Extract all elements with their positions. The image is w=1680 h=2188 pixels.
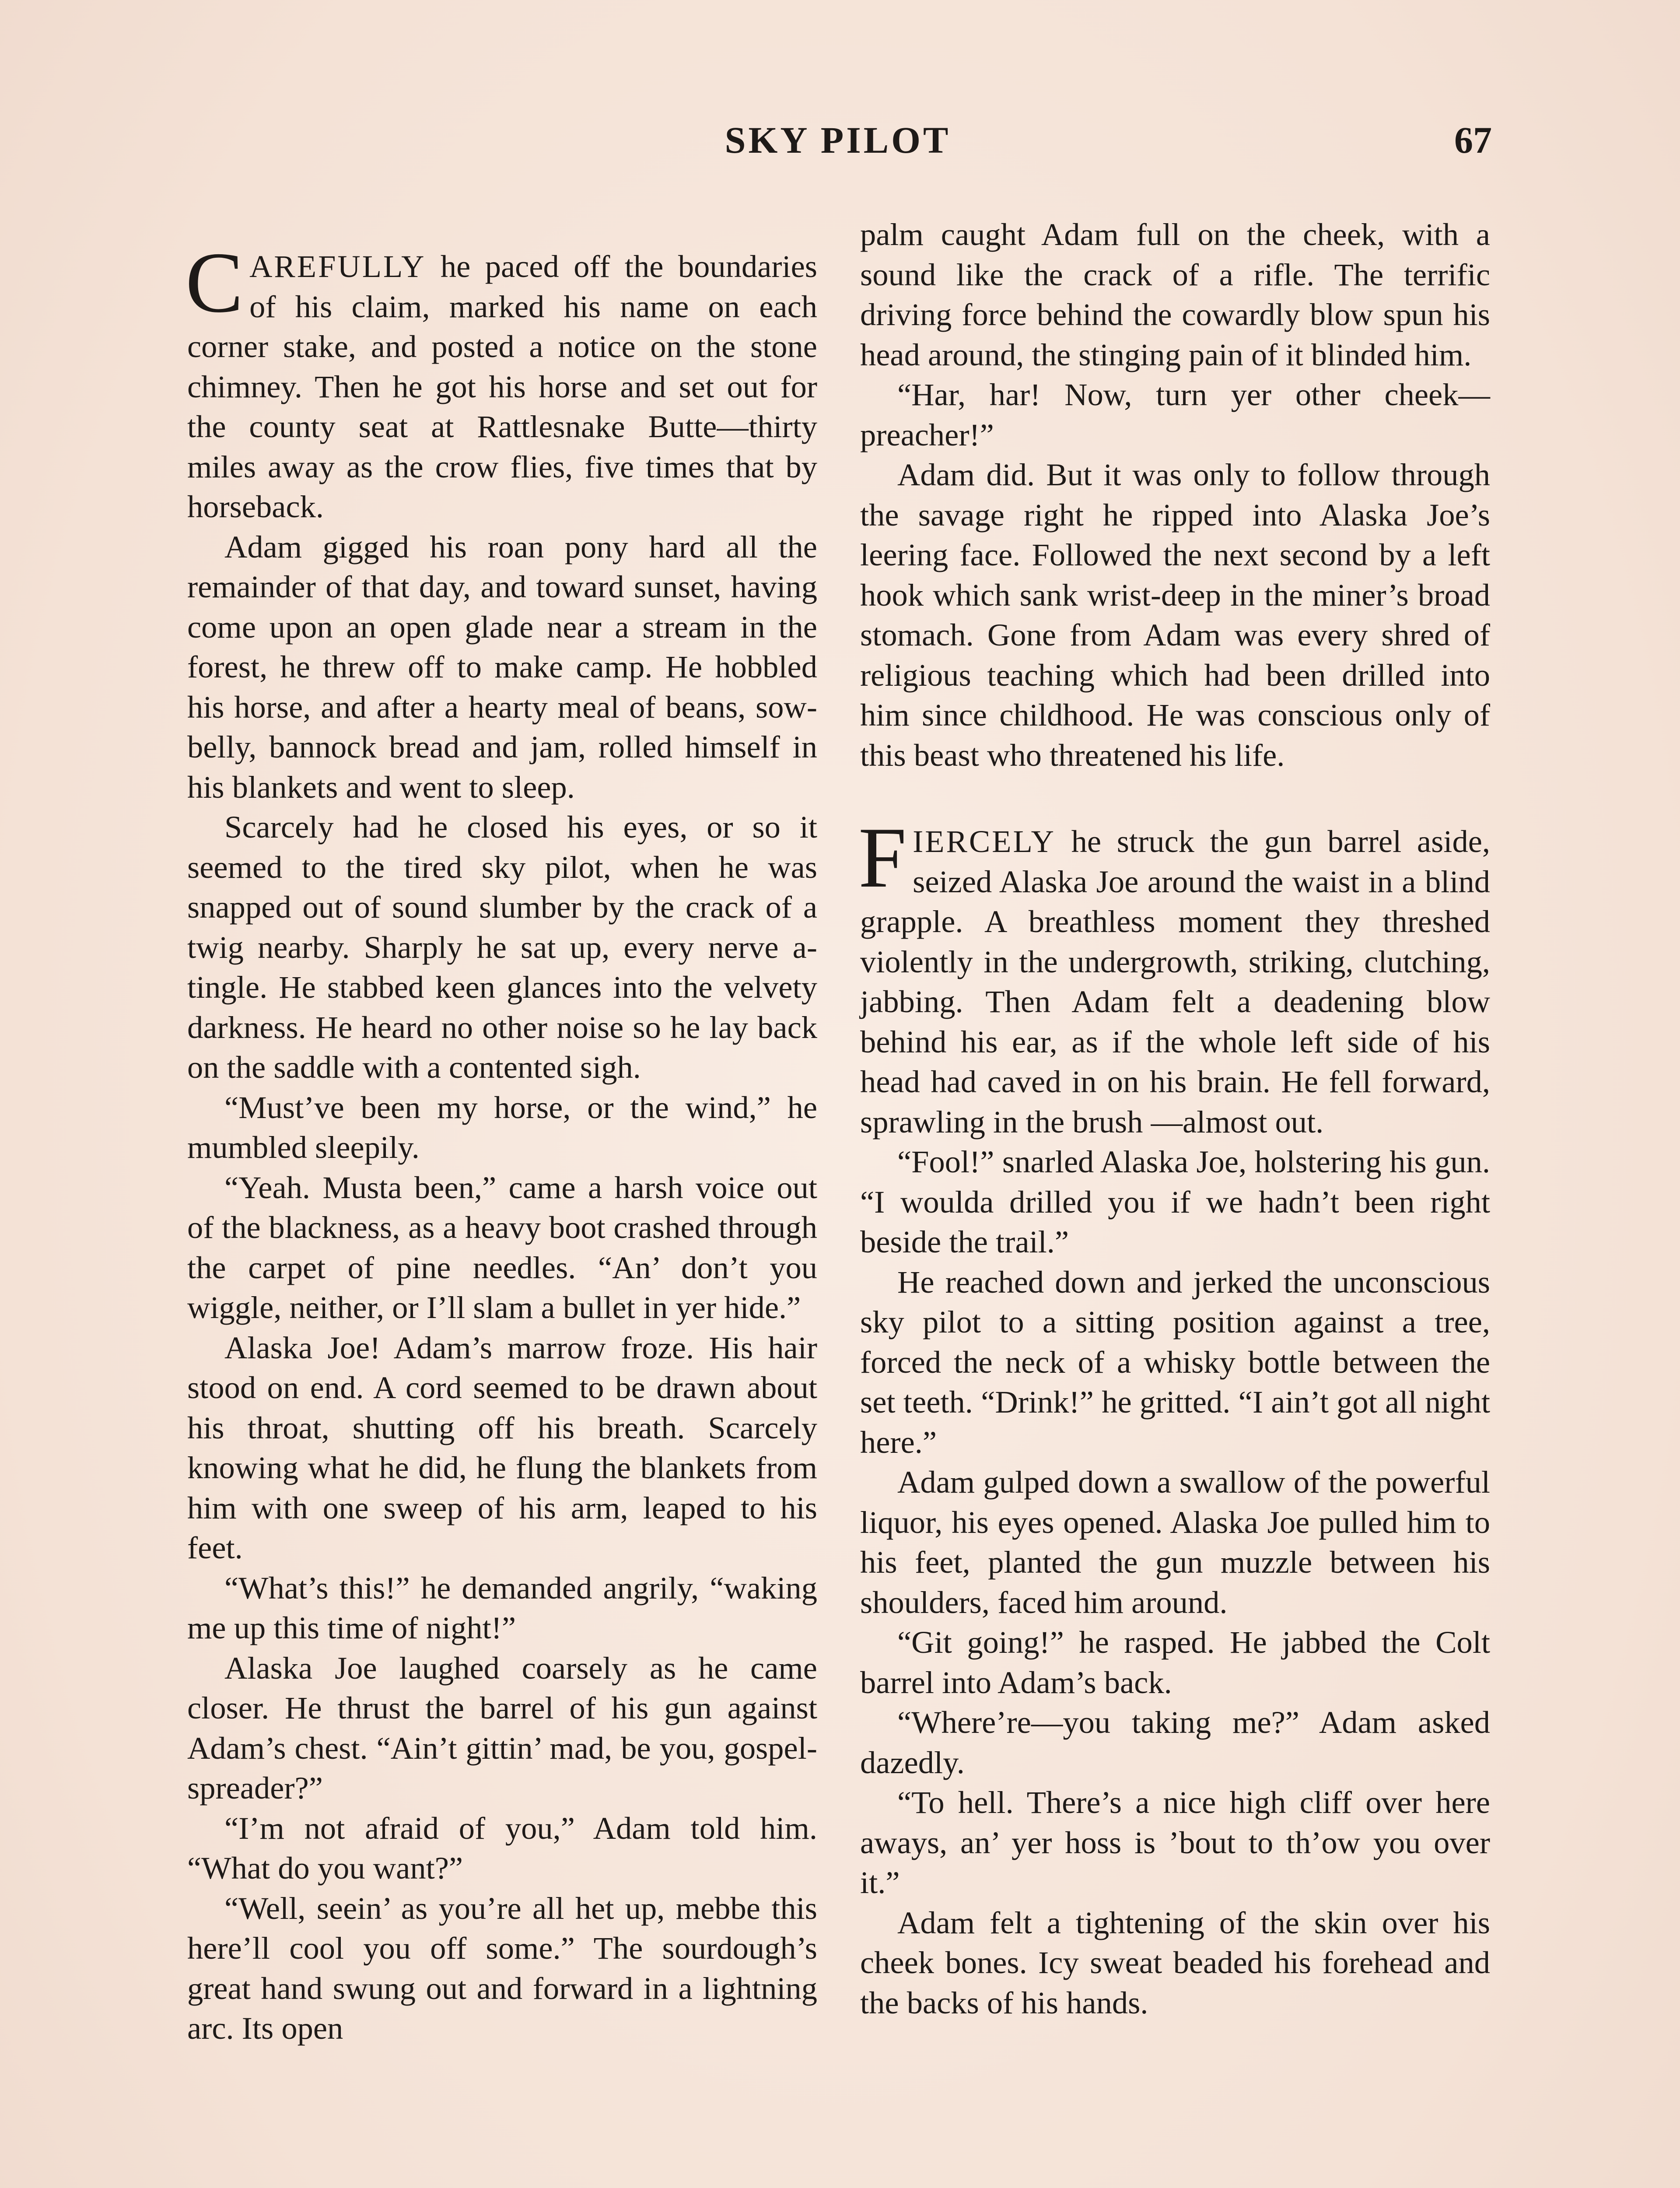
drop-cap: F bbox=[858, 810, 907, 905]
paragraph: Adam felt a tightening of the skin over his cheek bones. Icy sweat beaded his forehead and the backs of his hands. bbox=[860, 1904, 1490, 2020]
paragraph: “To hell. There’s a nice high cliff over here aways, an’ yer hoss is ’bout to th’ow you over it.” bbox=[860, 1785, 1490, 1900]
paragraph-text: he paced off the boundaries of his claim, marked his name on each corner stake, and posted a notice on the stone chimney. Then he got his horse and set out for the county seat at Rattlesnake Butte—thirty miles away as the crow flies, five times that by horseback. bbox=[187, 249, 817, 524]
paragraph: Alaska Joe! Adam’s marrow froze. His hair stood on end. A cord seemed to be drawn about his throat, shutting off his breath. Scarcely knowing what he did, he flung the blankets from him with one sweep of his arm, leaped to his feet. bbox=[187, 1329, 817, 1565]
drop-cap: C bbox=[186, 235, 244, 330]
page-header bbox=[184, 118, 1492, 171]
right-column bbox=[860, 214, 1490, 2023]
left-column bbox=[186, 235, 817, 2048]
paragraph: “Har, har! Now, turn yer other cheek—preacher!” bbox=[860, 377, 1490, 452]
paragraph: “I’m not afraid of you,” Adam told him. “What do you want?” bbox=[187, 1810, 817, 1886]
paragraph: “Git going!” he rasped. He jabbed the Colt barrel into Adam’s back. bbox=[860, 1624, 1490, 1700]
paragraph: “Yeah. Musta been,” came a harsh voice out of the blackness, as a heavy boot crashed through the carpet of pine needles. “An’ don’t you wiggle, neither, or I’ll slam a bullet in yer hide.” bbox=[187, 1169, 817, 1325]
paragraph: “Well, seein’ as you’re all het up, mebbe this here’ll cool you off some.” The sourdough’s great hand swung out and forward in a lightning arc. Its open bbox=[187, 1890, 817, 2046]
paragraph: Adam did. But it was only to follow through the savage right he ripped into Alaska Joe’s leering face. Followed the next second by a left hook which sank wrist-deep in the miner’s broad stomach. Gone from Adam was every shred of religious teaching which had been drilled into him since childhood. He was conscious only of this beast who threatened his life. bbox=[860, 457, 1490, 773]
lead-in-word: AREFULLY bbox=[249, 249, 426, 284]
paragraph: “Fool!” snarled Alaska Joe, holstering his gun. “I woulda drilled you if we hadn’t been right beside the trail.” bbox=[860, 1144, 1490, 1259]
paragraph: Scarcely had he closed his eyes, or so it seemed to the tired sky pilot, when he was snapped out of sound slumber by the crack of a twig nearby. Sharply he sat up, every nerve a-tingle. He stabbed keen glances into the velvety darkness. He heard no other noise so he lay back on the saddle with a contented sigh. bbox=[187, 809, 817, 1085]
paragraph: palm caught Adam full on the cheek, with a sound like the crack of a rifle. The terrific driving force behind the cowardly blow spun his head around, the stinging pain of it blinded him. bbox=[860, 217, 1490, 372]
paragraph-text: he struck the gun barrel aside, seized Alaska Joe around the waist in a blind grapple. A breathless moment they threshed violently in the undergrowth, striking, clutching, jabbing. Then Adam felt a deadening blow behind his ear, as if the whole left side of his head had caved in on his brain. He fell forward, sprawling in the brush —almost out. bbox=[860, 824, 1490, 1140]
paragraph: Adam gigged his roan pony hard all the remainder of that day, and toward sunset, having come upon an open glade near a stream in the forest, he threw off to make camp. He hobbled his horse, and after a hearty meal of beans, sow-belly, bannock bread and jam, rolled himself in his blankets and went to sleep. bbox=[187, 529, 817, 805]
paragraph: Adam gulped down a swallow of the powerful liquor, his eyes opened. Alaska Joe pulled him to his feet, planted the gun muzzle between his shoulders, faced him around. bbox=[860, 1464, 1490, 1620]
paragraph: “Must’ve been my horse, or the wind,” he mumbled sleepily. bbox=[187, 1089, 817, 1165]
running-title: SKY PILOT bbox=[724, 119, 951, 161]
paragraph bbox=[858, 810, 1490, 1142]
paragraph bbox=[186, 235, 817, 527]
page-number: 67 bbox=[1454, 119, 1492, 161]
section-break bbox=[860, 775, 1490, 821]
paragraph: He reached down and jerked the unconscious sky pilot to a sitting position against a tree, forced the neck of a whisky bottle between the set teeth. “Drink!” he gritted. “I ain’t got all night here.” bbox=[860, 1264, 1490, 1460]
paragraph: “Where’re—you taking me?” Adam asked dazedly. bbox=[860, 1704, 1490, 1780]
lead-in-word: IERCELY bbox=[913, 824, 1056, 859]
paragraph: “What’s this!” he demanded angrily, “waking me up this time of night!” bbox=[187, 1570, 817, 1645]
paragraph: Alaska Joe laughed coarsely as he came closer. He thrust the barrel of his gun against Adam’s chest. “Ain’t gittin’ mad, be you, gospel-spreader?” bbox=[187, 1650, 817, 1806]
